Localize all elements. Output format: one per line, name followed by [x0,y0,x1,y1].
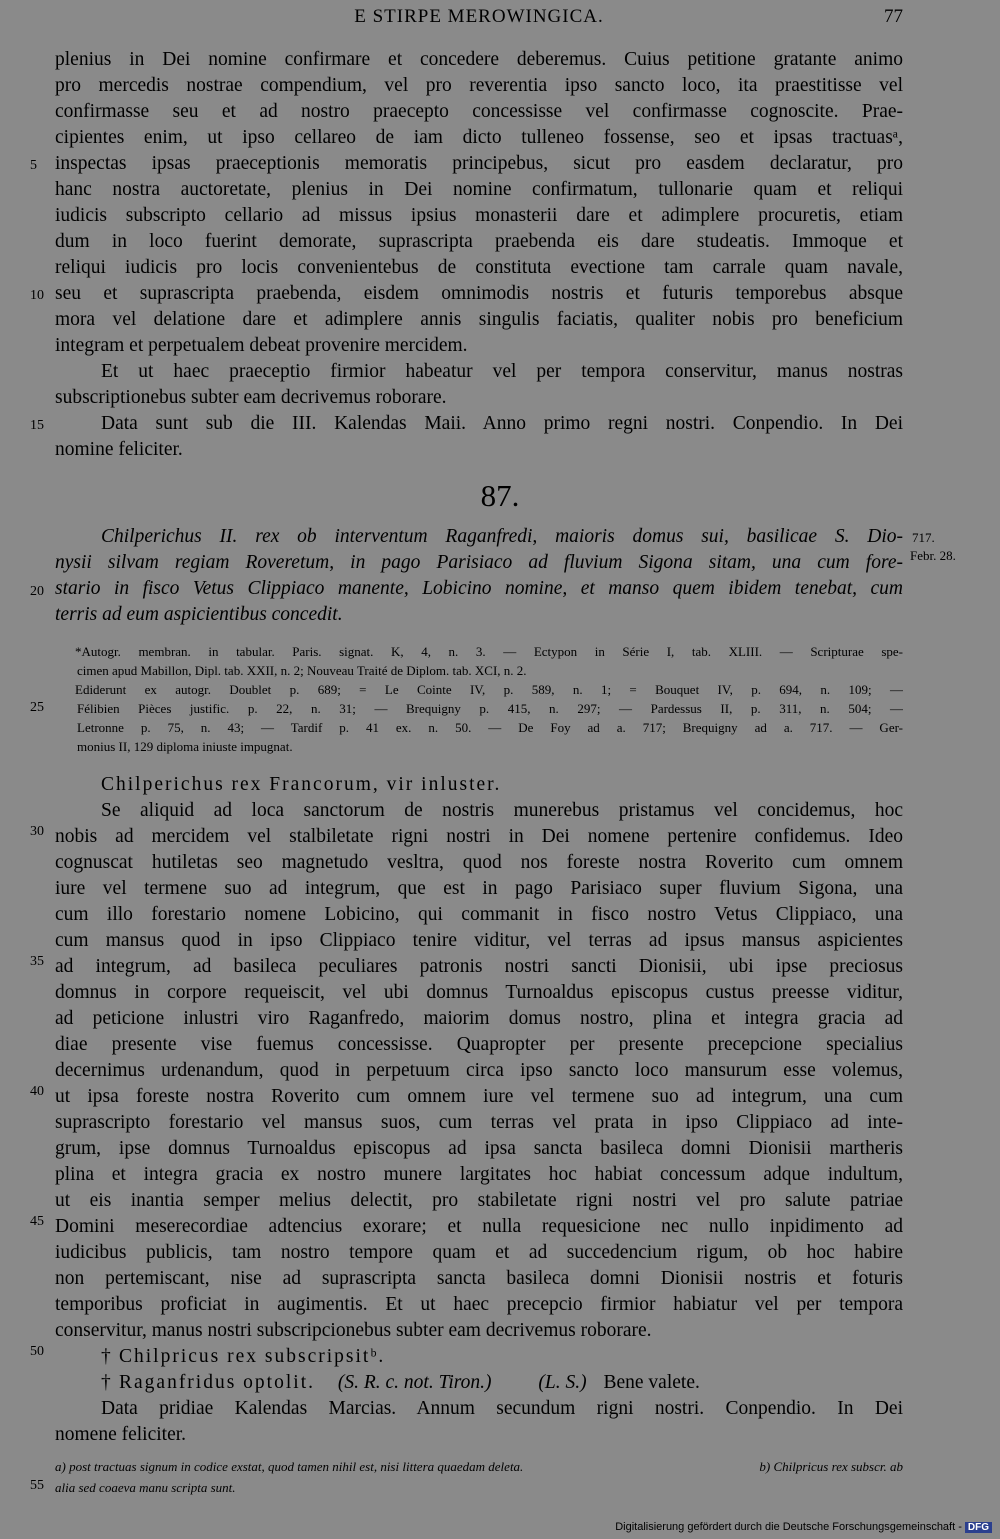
footnote-a: a) post tractuas signum in codice exstat, quod tamen nihil est, nisi littera quaedam deleta. [55,1459,524,1474]
footnote-b: b) Chilpricus rex subscr. ab [759,1459,903,1474]
text-line: pro mercedis nostrae compendium, vel pro reverentia ipso sancto loco, ita praestitisse vel [55,75,903,96]
source-line: *Autogr. membran. in tabular. Paris. signat. K, 4, n. 3. — Ectypon in Série I, tab. XLIII. — Scripturae spe- [75,644,903,659]
digitization-footer [615,1521,992,1533]
text-line: seu et suprascripta praebenda, eisdem omnimodis nostris et futuris temporebus absque [55,283,903,304]
text-line: diae presente vise fuemus concessisse. Quapropter per presente precepcione specialius [55,1034,903,1055]
charter-heading: Chilperichus rex Francorum, vir inluster. [101,774,502,795]
line-number: 10 [30,288,44,303]
text-line: Data sunt sub die III. Kalendas Maii. Anno primo regni nostri. Conpendio. In Dei [101,413,903,434]
text-line: cipientes enim, ut ipso cellareo de iam dicto tulleneo fossense, seo et ipsas tractuasᵃ, [55,127,903,148]
running-title: E STIRPE MEROWINGICA. [354,6,604,27]
source-line: Ediderunt ex autogr. Doublet p. 689; = Le Cointe IV, p. 589, n. 1; = Bouquet IV, p. 694, n. 109; — [75,682,903,697]
text-line: Et ut haec praeceptio firmior habeatur vel per tempora conservitur, manus nostras [101,361,903,382]
text-line: integram et perpetualem debeat provenire mercidem. [55,335,468,356]
source-line: cimen apud Mabillon, Dipl. tab. XXII, n. 2; Nouveau Traité de Diplom. tab. XCI, n. 2. [77,663,527,678]
text-line: cognuscat hutiletas seo magnetudo vesltra, quod nos foreste nostra Roverito cum omnem [55,852,903,873]
source-line: monius II, 129 diploma iniuste impugnat. [77,739,293,754]
footnote-b-continued: alia sed coaeva manu scripta sunt. [55,1480,236,1495]
line-number: 15 [30,418,44,433]
text-line: mora vel delatione dare et adimplere annis singulis faciatis, qualiter nobis pro beneficium [55,309,903,330]
signature-name: Raganfridus optolit. [119,1372,315,1393]
text-line: hanc nostra auctoretate, plenius in Dei nomine confirmatum, tullonarie quam et reliqui [55,179,903,200]
text-line: reliqui iudicis pro locis convenientebus de constituta evectione tam carrale quam navale, [55,257,903,278]
text-line: suprascripto forestario vel mansus suos, cum terras vel prata in ipso Clippiaco ad inte- [55,1112,903,1133]
text-line: confirmasse seu et ad nostro praecepto concessisse vel confirmasse cognoscite. Prae- [55,101,903,122]
text-line: ad peticione inlustri viro Raganfredo, maiorim domus nostro, plina et integra gracia ad [55,1008,903,1029]
line-number: 20 [30,584,44,599]
text-line: iudicibus publicis, tam nostro tempore quam et ad succedencium rigum, ob hoc habire [55,1242,903,1263]
regest [55,524,903,628]
signature-king [55,1344,903,1370]
footnotes [55,1456,903,1498]
text-line: non pertemiscant, nise ad suprascripta sancta basileca domni Dionisii nostris et foturis [55,1268,903,1289]
text-line: domnus in corpore requeiscit, vel ubi domnus Turnoaldus episcopus custus preesse viditur, [55,982,903,1003]
regest-line: stario in fisco Vetus Clippiaco manente, Lobicino nomine, et manso quem ibidem tenebat, cum [55,578,903,599]
text-line: ut ipsa foreste nostra Roverito cum omnem iure vel termene suo ad integrum, una cum [55,1086,903,1107]
text-line: ad integrum, ad basileca peculiares patronis nostri sancti Dionisii, ubi ipse preciosus [55,956,903,977]
margin-date [910,548,956,563]
dating-line: Data pridiae Kalendas Marcias. Annum secundum rigni nostri. Conpendio. In Dei [101,1398,903,1419]
tironian-note: (S. R. c. not. Tiron.) [337,1372,492,1393]
text-line: subscriptionebus subter eam decrivemus roborare. [55,387,447,408]
line-number: 50 [30,1344,44,1359]
running-header [55,6,903,32]
line-number: 45 [30,1214,44,1229]
source-line: Félibien Pièces justific. p. 22, n. 31; — Brequigny p. 415, n. 297; — Pardessus II, p. 311, n. 504; — [77,701,903,716]
text-line: temporibus proficiat in augimentis. Et ut haec precepcio firmior habiatur vel per tempora [55,1294,903,1315]
page-number: 77 [884,6,903,27]
seal-note: (L. S.) [538,1372,587,1393]
text-line: plenius in Dei nomine confirmare et concedere deberemus. Cuius petitione gratante animo [55,49,903,70]
margin-date [912,530,935,545]
text-line: grum, ipse domnus Turnoaldus episcopus ad ipsa sancta basileca domni Dionisii martheris [55,1138,903,1159]
line-number: 5 [30,158,37,173]
cross-symbol: † [101,1346,111,1367]
line-number: 30 [30,824,44,839]
bene-valete: Bene valete. [603,1372,700,1393]
source-line: Letronne p. 75, n. 43; — Tardif p. 41 ex. n. 50. — De Foy ad a. 717; Brequigny ad a. 717. — Ger- [77,720,903,735]
line-number: 35 [30,954,44,969]
signature-referendary [55,1370,903,1396]
line-number: 25 [30,700,44,715]
text-line: Domini meserecordiae adtencius exorare; et nulla requesicione nec nullo inpidimento ad [55,1216,903,1237]
text-line: nomine feliciter. [55,439,183,460]
text-line: cum mansus quod in ipso Clippiaco tenire viditur, vel terras ad ipsus mansus aspicientes [55,930,903,951]
text-line: cum illo forestario nomene Lobicino, qui commanit in fisco nostro Vetus Clippiaco, una [55,904,903,925]
date-year: 717. [912,530,935,545]
date-day: Febr. 28. [910,548,956,563]
text-line: dum in loco fuerint demorate, suprascripta praebenda eis dare studeatis. Immoque et [55,231,903,252]
footer-text: Digitalisierung gefördert durch die Deutsche Forschungsgemeinschaft - [615,1521,962,1533]
text-line: conservitur, manus nostri subscripcionebus subter eam decrivemus roborare. [55,1320,652,1341]
text-line: plina et integra gracia ex nostro munere largitates hoc habiat concessum adque indultum, [55,1164,903,1185]
source-notes [55,642,903,756]
regest-line: nysii silvam regiam Roveretum, in pago Parisiaco ad fluvium Sigona sitam, una cum fore- [55,552,903,573]
text-line: Se aliquid ad loca sanctorum de nostris munerebus pristamus vel concidemus, hoc [101,800,903,821]
dfg-logo: DFG [965,1522,992,1533]
regest-line: Chilperichus II. rex ob interventum Raganfredi, maioris domus sui, basilicae S. Dio- [101,526,903,547]
signature-text: Chilpricus rex subscripsitᵇ. [119,1346,386,1367]
footnote-line [55,1456,903,1477]
charter-text [55,772,903,1448]
text-line: nobis ad mercidem vel stalbiletate rigni nostri in Dei nomene pertenire confidemus. Ideo [55,826,903,847]
text-line: inspectas ipsas praeceptionis memoratis principebus, sicut pro easdem declaratur, pro [55,153,903,174]
text-line: decernimus urdenandum, quod in perpetuum circa ipso sancto loco mansurum esse volemus, [55,1060,903,1081]
text-line: iure vel termene suo ad integrum, que est in pago Parisiaco super fluvium Sigona, una [55,878,903,899]
text-line: iudicis subscripto cellario ad missus ipsius monasterii dare et adimplere procuretis, etiam [55,205,903,226]
text-line: ut eis inantia semper melius delectit, pro stabiletate rigni nostri vel pro salute patriae [55,1190,903,1211]
regest-line: terris ad eum aspicientibus concedit. [55,604,343,625]
line-number: 55 [30,1478,44,1493]
document-number: 87. [480,478,520,513]
dating-line: nomene feliciter. [55,1424,187,1445]
cross-symbol: † [101,1372,111,1393]
text-block-previous-charter [55,47,903,463]
line-number: 40 [30,1084,44,1099]
